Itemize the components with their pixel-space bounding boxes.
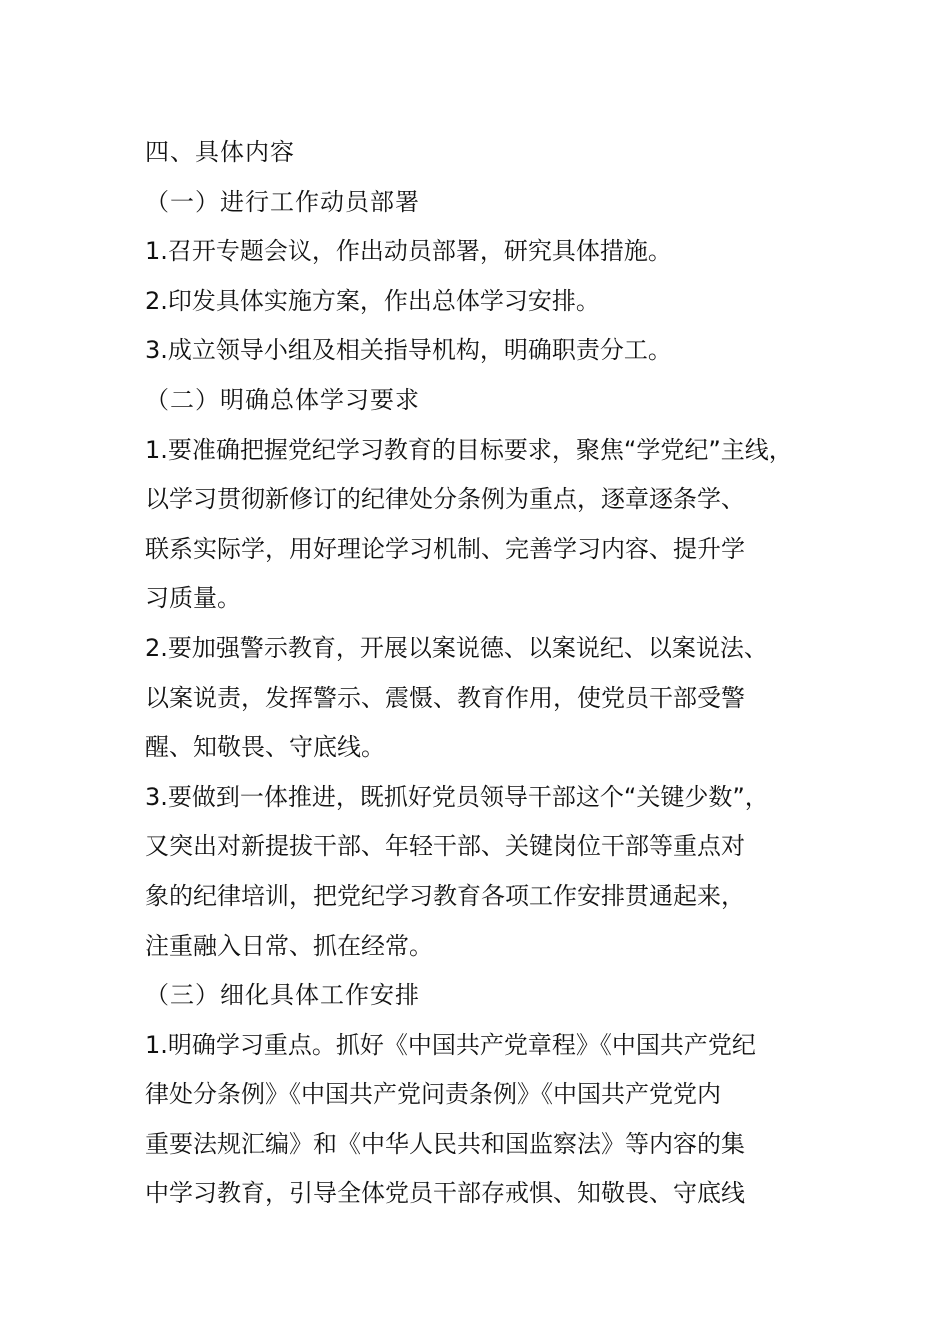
document-body <box>145 128 835 1219</box>
paragraph-line: 3.要做到一体推进，既抓好党员领导干部这个“关键少数”， <box>145 782 769 811</box>
paragraph-line: 1.要准确把握党纪学习教育的目标要求，聚焦“学党纪”主线， <box>145 435 793 464</box>
paragraph-line: 又突出对新提拔干部、年轻干部、关键岗位干部等重点对 <box>145 832 745 861</box>
paragraph-line: 醒、知敬畏、守底线。 <box>145 733 385 762</box>
paragraph-line: 1.召开专题会议，作出动员部署，研究具体措施。 <box>145 237 672 266</box>
paragraph-line: 以学习贯彻新修订的纪律处分条例为重点，逐章逐条学、 <box>145 485 745 514</box>
paragraph-line: 2.要加强警示教育，开展以案说德、以案说纪、以案说法、 <box>145 633 768 662</box>
subsection-heading-1: （一）进行工作动员部署 <box>145 187 420 216</box>
paragraph-line: 2.印发具体实施方案，作出总体学习安排。 <box>145 286 600 315</box>
paragraph-line: 律处分条例》《中国共产党问责条例》《中国共产党党内 <box>145 1080 721 1109</box>
paragraph-line: 1.明确学习重点。抓好《中国共产党章程》《中国共产党纪 <box>145 1030 756 1059</box>
paragraph-line: 注重融入日常、抓在经常。 <box>145 931 433 960</box>
paragraph-line: 中学习教育，引导全体党员干部存戒惧、知敬畏、守底线 <box>145 1179 745 1208</box>
paragraph-line: 象的纪律培训，把党纪学习教育各项工作安排贯通起来， <box>145 881 745 910</box>
section-heading: 四、具体内容 <box>145 138 295 166</box>
paragraph-line: 3.成立领导小组及相关指导机构，明确职责分工。 <box>145 336 672 365</box>
subsection-heading-2: （二）明确总体学习要求 <box>145 385 420 414</box>
paragraph-line: 联系实际学，用好理论学习机制、完善学习内容、提升学 <box>145 534 745 563</box>
subsection-heading-3: （三）细化具体工作安排 <box>145 981 420 1010</box>
paragraph-line: 重要法规汇编》和《中华人民共和国监察法》等内容的集 <box>145 1129 745 1158</box>
paragraph-line: 习质量。 <box>145 584 241 613</box>
paragraph-line: 以案说责，发挥警示、震慑、教育作用，使党员干部受警 <box>145 683 745 712</box>
